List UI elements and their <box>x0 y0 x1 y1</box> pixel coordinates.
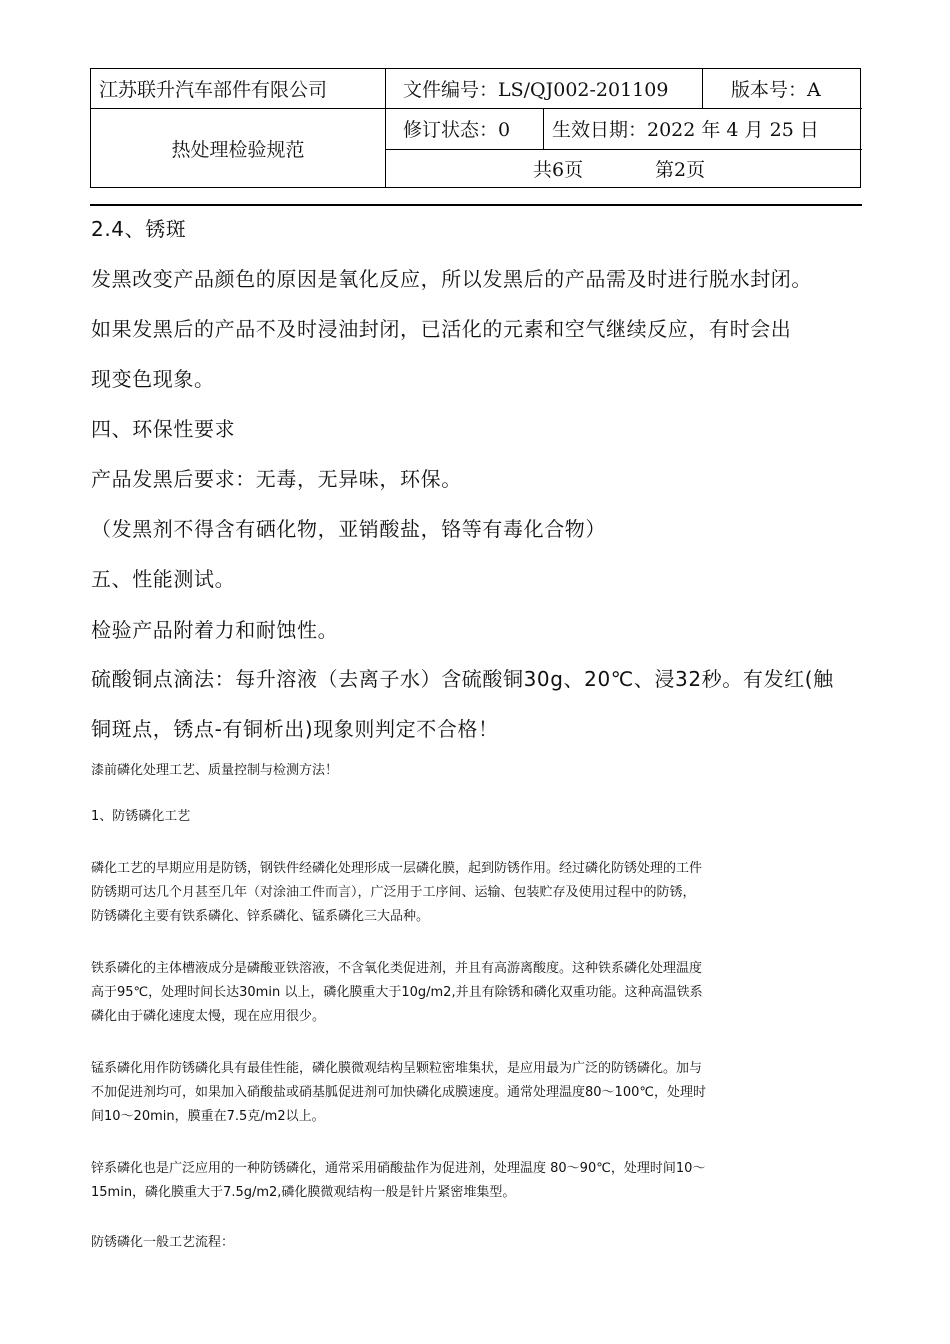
paragraph-line: 如果发黑后的产品不及时浸油封闭，已活化的元素和空气继续反应，有时会出 <box>91 317 792 341</box>
paragraph-line: （发黑剂不得含有硒化物，亚销酸盐，铬等有毒化合物） <box>91 517 606 541</box>
paragraph-line: 硫酸铜点滴法：每升溶液（去离子水）含硫酸铜30g、20℃、浸32秒。有发红(触 <box>91 667 834 691</box>
paragraph-line: 不加促进剂均可，如果加入硝酸盐或硝基胍促进剂可加快磷化成膜速度。通常处理温度80～100℃，处理时 <box>91 1085 706 1100</box>
paragraph-line: 检验产品附着力和耐蚀性。 <box>91 618 339 642</box>
paragraph-line: 间10～20min，膜重在7.5克/m2以上。 <box>91 1109 325 1124</box>
subsection-heading: 1、防锈磷化工艺 <box>91 809 191 824</box>
header-rule <box>90 204 862 206</box>
doc-title: 热处理检验规范 <box>171 138 305 161</box>
doc-number: 文件编号：LS/QJ002-201109 <box>403 79 669 101</box>
section-heading-performance: 五、性能测试。 <box>91 567 236 591</box>
paragraph-line: 产品发黑后要求：无毒，无异味，环保。 <box>91 467 462 491</box>
subsection-heading: 防锈磷化一般工艺流程： <box>91 1235 235 1250</box>
section-heading-rust: 2.4、锈斑 <box>91 217 187 241</box>
total-pages: 共6页 <box>533 159 584 181</box>
paragraph-line: 防锈期可达几个月甚至几年（对涂油工件而言），广泛用于工序间、运输、包装贮存及使用过程中的防锈， <box>91 885 696 900</box>
header-table <box>90 68 861 188</box>
paragraph-line: 铜斑点，锈点-有铜析出)现象则判定不合格！ <box>91 717 499 741</box>
paragraph-line: 锰系磷化用作防锈磷化具有最佳性能，磷化膜微观结构呈颗粒密堆集状，是应用最为广泛的防锈磷化。加与 <box>91 1061 703 1076</box>
effective-date: 生效日期：2022 年 4 月 25 日 <box>552 119 819 141</box>
section-heading-environment: 四、环保性要求 <box>91 417 236 441</box>
paragraph-line: 磷化工艺的早期应用是防锈，钢铁件经磷化处理形成一层磷化膜，起到防锈作用。经过磷化防锈处理的工件 <box>91 861 703 876</box>
paragraph-line: 高于95℃，处理时间长达30min 以上，磷化膜重大于10g/m2,并且有除锈和磷化双重功能。这种高温铁系 <box>91 985 703 1000</box>
company-name: 江苏联升汽车部件有限公司 <box>99 79 328 101</box>
paragraph-line: 铁系磷化的主体槽液成分是磷酸亚铁溶液，不含氧化类促进剂，并且有高游离酸度。这种铁系磷化处理温度 <box>91 961 703 976</box>
paragraph-line: 磷化由于磷化速度太慢，现在应用很少。 <box>91 1009 326 1024</box>
paragraph-line: 防锈磷化主要有铁系磷化、锌系磷化、锰系磷化三大品种。 <box>91 909 430 924</box>
paragraph-line: 现变色现象。 <box>91 367 215 391</box>
paragraph-line: 15min，磷化膜重大于7.5g/m2,磷化膜微观结构一般是针片紧密堆集型。 <box>91 1185 516 1200</box>
subsection-title: 漆前磷化处理工艺、质量控制与检测方法！ <box>91 763 339 778</box>
paragraph-line: 发黑改变产品颜色的原因是氧化反应，所以发黑后的产品需及时进行脱水封闭。 <box>91 267 812 291</box>
version: 版本号：A <box>731 79 821 101</box>
paragraph-line: 锌系磷化也是广泛应用的一种防锈磷化，通常采用硝酸盐作为促进剂，处理温度 80～90℃，处理时间10～ <box>91 1161 706 1176</box>
page-number: 第2页 <box>655 159 706 181</box>
revision-status: 修订状态：0 <box>403 119 511 141</box>
